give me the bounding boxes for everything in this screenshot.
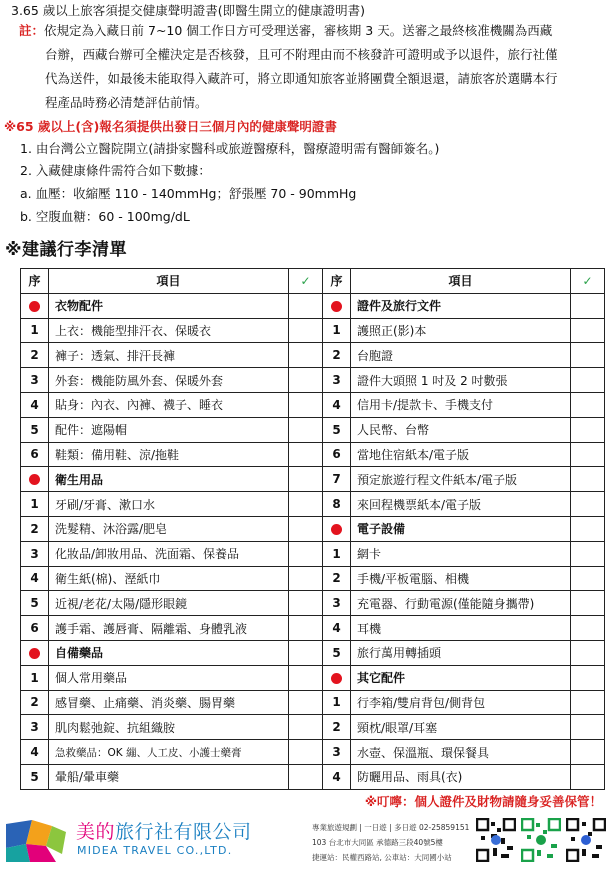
- checkbox-cell-left[interactable]: [289, 591, 323, 616]
- table-row: [21, 616, 605, 641]
- checkbox-cell-right[interactable]: [571, 417, 605, 442]
- checkbox-cell-left[interactable]: [289, 392, 323, 417]
- item-number-left: 1: [21, 492, 49, 517]
- item-number-left: 4: [21, 566, 49, 591]
- category-marker-left: [21, 293, 49, 318]
- item-label-right: 護照正(影)本: [351, 318, 571, 343]
- table-row: [21, 764, 605, 789]
- bullet-dot-icon: [29, 474, 40, 485]
- category-marker-left: [21, 467, 49, 492]
- checkbox-cell-right[interactable]: [571, 764, 605, 789]
- checkbox-cell-right[interactable]: [571, 368, 605, 393]
- table-row: [21, 442, 605, 467]
- age-requirement-line: 3.65 歲以上旅客須提交健康聲明證書(即醫生開立的健康證明書): [11, 3, 366, 18]
- company-name-accent: 美的: [76, 821, 116, 843]
- item-number-right: 5: [323, 640, 351, 665]
- table-row: [21, 318, 605, 343]
- item-number-right: 2: [323, 715, 351, 740]
- checkbox-cell-left[interactable]: [289, 665, 323, 690]
- item-label-left: 護手霜、護唇膏、隔離霜、身體乳液: [49, 616, 289, 641]
- item-label-left: 近視/老花/太陽/隱形眼鏡: [49, 591, 289, 616]
- item-label-left: 牙刷/牙膏、漱口水: [49, 492, 289, 517]
- checkbox-cell-right[interactable]: [571, 318, 605, 343]
- item-number-right: 3: [323, 740, 351, 765]
- item-label-right: 預定旅遊行程文件紙本/電子版: [351, 467, 571, 492]
- table-row: [21, 368, 605, 393]
- item-label-right: 網卡: [351, 541, 571, 566]
- checkbox-cell-left[interactable]: [289, 541, 323, 566]
- item-label-left: 暈船/暈車藥: [49, 764, 289, 789]
- item-number-right: 2: [323, 343, 351, 368]
- checkbox-cell-right[interactable]: [571, 665, 605, 690]
- item-label-right: 水壺、保溫瓶、環保餐具: [351, 740, 571, 765]
- checkbox-cell-left[interactable]: [289, 516, 323, 541]
- checkbox-cell-left[interactable]: [289, 492, 323, 517]
- checkbox-cell-left[interactable]: [289, 417, 323, 442]
- contact-address: 103 台北市大同區 承德路三段40號5樓: [312, 838, 443, 847]
- note-label: 註：: [19, 23, 45, 38]
- item-number-left: 4: [21, 392, 49, 417]
- checkbox-cell-right[interactable]: [571, 516, 605, 541]
- item-number-left: 6: [21, 616, 49, 641]
- item-number-right: 6: [323, 442, 351, 467]
- checkbox-cell-right[interactable]: [571, 740, 605, 765]
- packing-list-table: [20, 268, 605, 790]
- company-name-rest: 旅行社有限公司: [115, 821, 252, 843]
- item-number-left: 3: [21, 368, 49, 393]
- table-row: [21, 640, 605, 665]
- checkbox-cell-right[interactable]: [571, 591, 605, 616]
- checkbox-cell-left[interactable]: [289, 715, 323, 740]
- item-label-left: 褲子：透氣、排汗長褲: [49, 343, 289, 368]
- item-label-right: 人民幣、台幣: [351, 417, 571, 442]
- table-row: [21, 343, 605, 368]
- item-number-left: 1: [21, 318, 49, 343]
- item-number-left: 5: [21, 417, 49, 442]
- item-number-right: 3: [323, 368, 351, 393]
- item-label-left: 個人常用藥品: [49, 665, 289, 690]
- item-number-right: 5: [323, 417, 351, 442]
- checkbox-cell-left[interactable]: [289, 467, 323, 492]
- item-number-right: 4: [323, 764, 351, 789]
- item-number-right: 4: [323, 392, 351, 417]
- checkbox-cell-left[interactable]: [289, 690, 323, 715]
- item-label-right: 耳機: [351, 616, 571, 641]
- item-label-right: 台胞證: [351, 343, 571, 368]
- item-label-right: 行李箱/雙肩背包/側背包: [351, 690, 571, 715]
- header-item-left: 項目: [49, 269, 289, 294]
- item-number-left: 4: [21, 740, 49, 765]
- category-label-right: 電子設備: [351, 516, 571, 541]
- qr-code-icon[interactable]: [476, 818, 516, 862]
- checkbox-cell-left[interactable]: [289, 616, 323, 641]
- item-label-left: 急救藥品：OK 繃、人工皮、小護士藥膏: [49, 740, 289, 765]
- item-number-right: 1: [323, 541, 351, 566]
- bullet-dot-icon: [331, 673, 342, 684]
- item-label-right: 當地住宿紙本/電子版: [351, 442, 571, 467]
- company-name: [76, 817, 252, 844]
- table-row: [21, 566, 605, 591]
- item-label-right: 信用卡/提款卡、手機支付: [351, 392, 571, 417]
- item-label-left: 上衣：機能型排汗衣、保暖衣: [49, 318, 289, 343]
- qr-code-facebook-icon[interactable]: [566, 818, 606, 862]
- category-label-right: 其它配件: [351, 665, 571, 690]
- checkbox-cell-right[interactable]: [571, 541, 605, 566]
- item-label-right: 證件大頭照 1 吋及 2 吋數張: [351, 368, 571, 393]
- item-number-right: 1: [323, 318, 351, 343]
- company-name-english: MIDEA TRAVEL CO.,LTD.: [77, 844, 233, 857]
- category-label-left: 衣物配件: [49, 293, 289, 318]
- table-row: [21, 516, 605, 541]
- item-number-left: 3: [21, 715, 49, 740]
- checkbox-cell-right[interactable]: [571, 442, 605, 467]
- item-label-left: 貼身：內衣、內褲、襪子、睡衣: [49, 392, 289, 417]
- requirement-b: b. 空腹血糖：60 - 100mg/dL: [20, 209, 190, 224]
- checkbox-cell-left[interactable]: [289, 318, 323, 343]
- checkbox-cell-left[interactable]: [289, 764, 323, 789]
- item-label-left: 感冒藥、止痛藥、消炎藥、腸胃藥: [49, 690, 289, 715]
- checkbox-cell-left[interactable]: [289, 740, 323, 765]
- item-number-left: 2: [21, 690, 49, 715]
- item-number-left: 6: [21, 442, 49, 467]
- checkbox-cell-right[interactable]: [571, 293, 605, 318]
- checkbox-cell-right[interactable]: [571, 715, 605, 740]
- item-number-left: 5: [21, 764, 49, 789]
- packing-list-title: ※建議行李清單: [5, 240, 128, 260]
- item-number-left: 1: [21, 665, 49, 690]
- check-icon: ✓: [582, 273, 593, 288]
- item-number-left: 3: [21, 541, 49, 566]
- item-number-right: 8: [323, 492, 351, 517]
- contact-transit: 捷運站：民權西路站, 公車站：大同國小站: [312, 853, 452, 862]
- item-label-right: 防曬用品、雨具(衣): [351, 764, 571, 789]
- company-logo-icon: [6, 818, 66, 862]
- table-row: [21, 740, 605, 765]
- table-row: [21, 541, 605, 566]
- category-label-left: 衛生用品: [49, 467, 289, 492]
- table-row: [21, 715, 605, 740]
- item-label-right: 充電器、行動電源(僅能隨身攜帶): [351, 591, 571, 616]
- requirement-a: a. 血壓：收縮壓 110 - 140mmHg；舒張壓 70 - 90mmHg: [20, 186, 357, 201]
- category-marker-right: [323, 516, 351, 541]
- table-row: [21, 417, 605, 442]
- checkbox-cell-left[interactable]: [289, 566, 323, 591]
- item-number-right: 4: [323, 616, 351, 641]
- checkbox-cell-right[interactable]: [571, 343, 605, 368]
- item-label-left: 外套：機能防風外套、保暖外套: [49, 368, 289, 393]
- item-label-right: 手機/平板電腦、相機: [351, 566, 571, 591]
- category-label-left: 自備藥品: [49, 640, 289, 665]
- table-row: [21, 591, 605, 616]
- item-number-left: 5: [21, 591, 49, 616]
- bullet-dot-icon: [29, 301, 40, 312]
- checkbox-cell-left[interactable]: [289, 442, 323, 467]
- checkbox-cell-right[interactable]: [571, 616, 605, 641]
- senior-warning: ※65 歲以上(含)報名須提供出發日三個月內的健康聲明證書: [4, 119, 337, 134]
- item-number-left: 2: [21, 343, 49, 368]
- bullet-dot-icon: [331, 301, 342, 312]
- table-row: [21, 467, 605, 492]
- table-row: [21, 492, 605, 517]
- note-line-3: 代為送件，如最後未能取得入藏許可，將立即通知旅客並將團費全額退還，請旅客於選購本行: [45, 71, 558, 86]
- checkbox-cell-right[interactable]: [571, 640, 605, 665]
- header-seq-left: 序: [21, 269, 49, 294]
- item-label-left: 肌肉鬆弛錠、抗組織胺: [49, 715, 289, 740]
- category-label-right: 證件及旅行文件: [351, 293, 571, 318]
- checkbox-cell-left[interactable]: [289, 368, 323, 393]
- item-label-left: 洗髮精、沐浴露/肥皂: [49, 516, 289, 541]
- bullet-dot-icon: [331, 524, 342, 535]
- check-icon: ✓: [300, 273, 311, 288]
- note-line-1: [19, 23, 552, 39]
- checkbox-cell-right[interactable]: [571, 392, 605, 417]
- item-label-right: 旅行萬用轉插頭: [351, 640, 571, 665]
- item-label-right: 來回程機票紙本/電子版: [351, 492, 571, 517]
- note-line-2: 台辦，西藏台辦可全權決定是否核發，且可不附理由而不核發許可證明或予以退件，旅行社僅: [45, 47, 558, 62]
- table-row: [21, 690, 605, 715]
- checkbox-cell-right[interactable]: [571, 690, 605, 715]
- item-number-right: 2: [323, 566, 351, 591]
- table-row: [21, 293, 605, 318]
- item-number-right: 3: [323, 591, 351, 616]
- checkbox-cell-left[interactable]: [289, 640, 323, 665]
- requirement-2: 2. 入藏健康條件需符合如下數據：: [20, 163, 211, 178]
- note-text-1: 依規定為入藏日前 7~10 個工作日方可受理送審，審核期 3 天。送審之最終核准機關為西藏: [44, 23, 553, 38]
- contact-services: 專業旅遊規劃 | 一日遊 | 多日遊 02-25859151: [312, 823, 470, 832]
- category-marker-right: [323, 293, 351, 318]
- checkbox-cell-right[interactable]: [571, 566, 605, 591]
- item-label-left: 衛生紙(棉)、溼紙巾: [49, 566, 289, 591]
- table-row: [21, 665, 605, 690]
- bullet-dot-icon: [29, 648, 40, 659]
- header-check-right: [571, 269, 605, 294]
- item-label-right: 頸枕/眼罩/耳塞: [351, 715, 571, 740]
- item-label-left: 配件：遮陽帽: [49, 417, 289, 442]
- category-marker-right: [323, 665, 351, 690]
- checkbox-cell-left[interactable]: [289, 293, 323, 318]
- header-item-right: 項目: [351, 269, 571, 294]
- note-line-4: 程產品時務必清楚評估前情。: [45, 95, 208, 110]
- item-number-left: 2: [21, 516, 49, 541]
- checkbox-cell-left[interactable]: [289, 343, 323, 368]
- header-check-left: [289, 269, 323, 294]
- requirement-1: 1. 由台灣公立醫院開立(請掛家醫科或旅遊醫療科，醫療證明需有醫師簽名。): [20, 141, 440, 156]
- checkbox-cell-right[interactable]: [571, 467, 605, 492]
- category-marker-left: [21, 640, 49, 665]
- header-seq-right: 序: [323, 269, 351, 294]
- item-label-left: 鞋類：備用鞋、涼/拖鞋: [49, 442, 289, 467]
- reminder-note: ※叮嚀：個人證件及財物請隨身妥善保管！: [364, 794, 602, 809]
- item-number-right: 7: [323, 467, 351, 492]
- checkbox-cell-right[interactable]: [571, 492, 605, 517]
- item-number-right: 1: [323, 690, 351, 715]
- qr-code-line-icon[interactable]: [521, 818, 561, 862]
- item-label-left: 化妝品/卸妝用品、洗面霜、保養品: [49, 541, 289, 566]
- table-header-row: [21, 269, 605, 294]
- table-row: [21, 392, 605, 417]
